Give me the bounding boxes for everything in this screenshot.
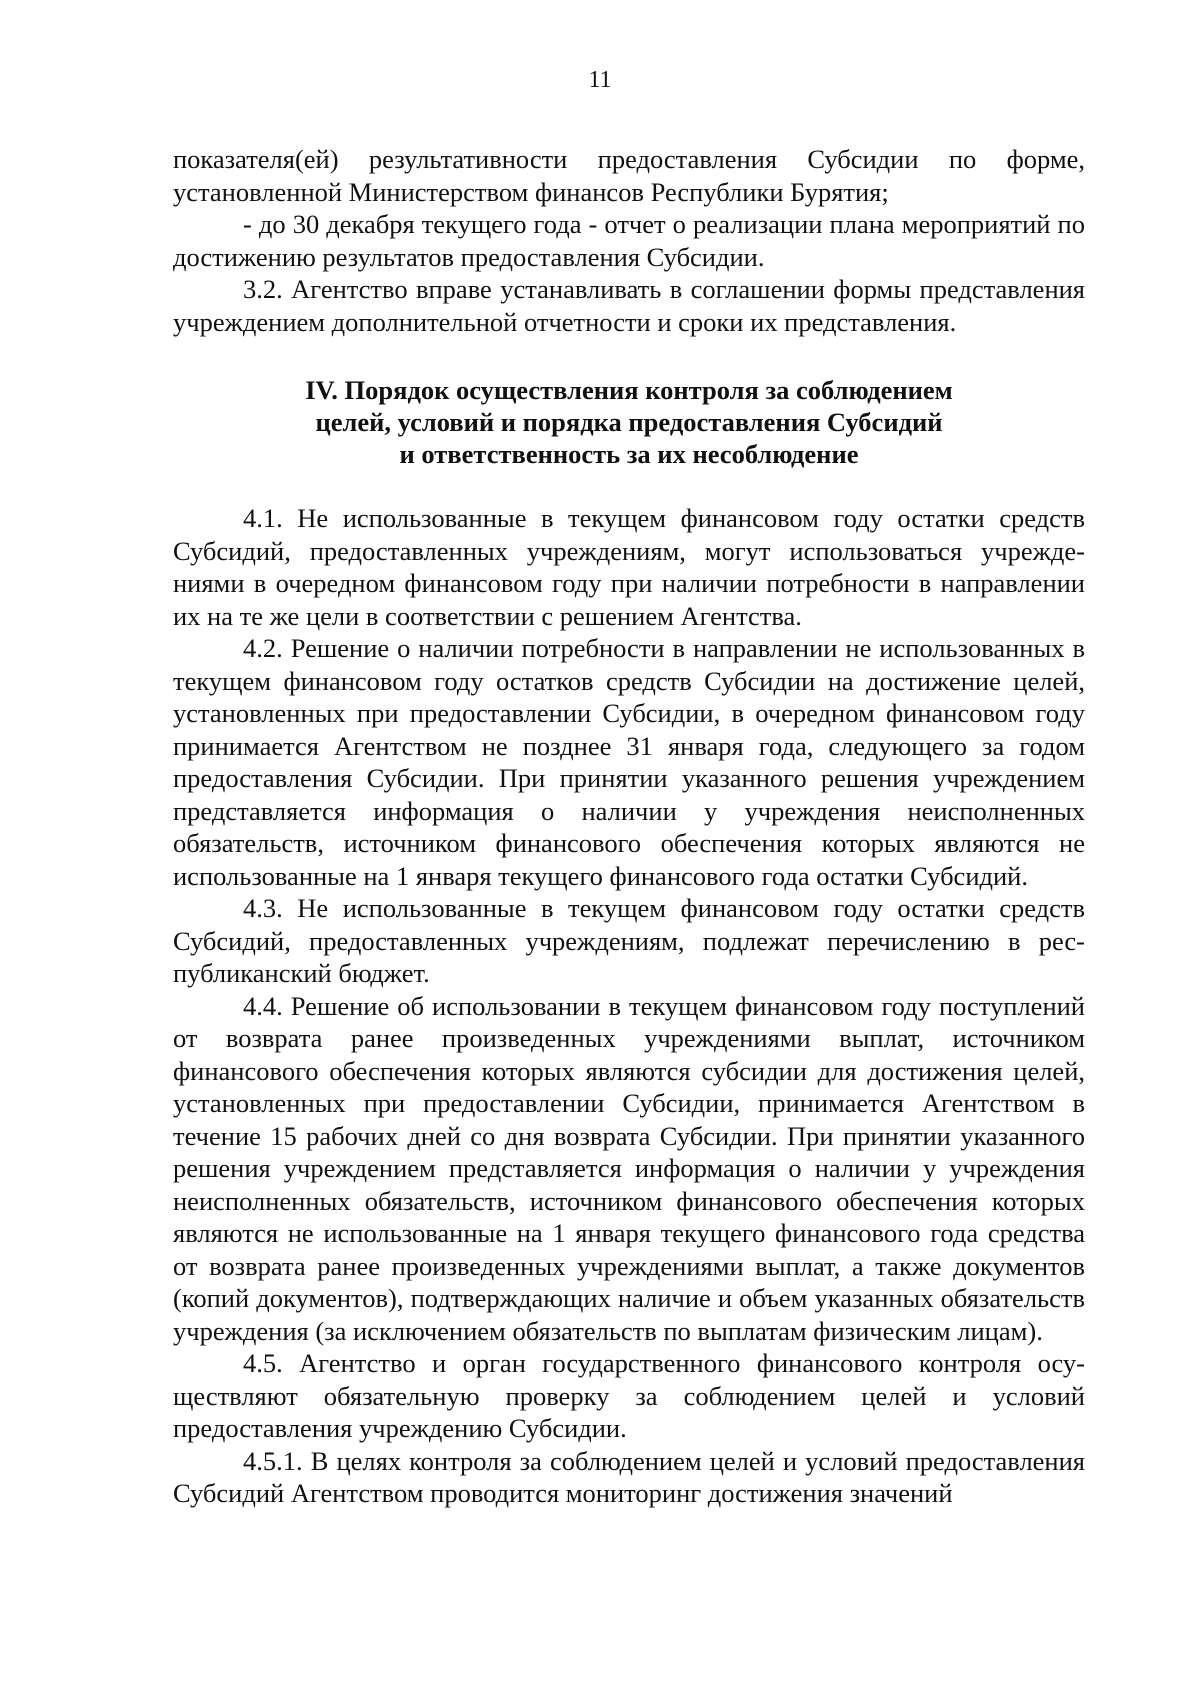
document-body — [173, 143, 1085, 1510]
intro-paragraph-3: 3.2. Агентство вправе устанавливать в соглашении формы представления учреждением дополнительной отчетности и сроки их представления. — [173, 274, 1085, 337]
section-heading-line-1: IV. Порядок осуществления контроля за соблюдением — [305, 375, 953, 405]
paragraph-4-4: 4.4. Решение об использовании в текущем финансовом году поступлений от возврата ранее произведенных учреждениями выплат, источником финансового обеспечения которых являются субсидии для достижения целей, установленных при предоставлении Субсидии, принимается Агентством в течение 15 рабочих дней со дня возврата Субсидии. При принятии указанного решения учреждением представляется информация о наличии у учреждения неисполненных обязательств, источником финансового обеспечения которых являются не использованные на 1 января текущего финансового года средства от возврата ранее произведенных учреждениями выплат, а также документов (копий документов), подтверждающих наличие и объем указанных обязательств учреждения (за исключением обязательств по выплатам физическим лицам). — [173, 990, 1085, 1346]
intro-paragraph-1: показателя(ей) результативности предоставления Субсидии по форме, установленной Министерством финансов Республики Бурятия; — [173, 144, 1085, 207]
page-number: 11 — [588, 67, 612, 93]
section-heading — [173, 374, 1085, 470]
paragraph-4-2: 4.2. Решение о наличии потребности в направлении не использованных в текущем финансовом году остатков средств Субсидии на достижение целей, установленных при предоставлении Субсидии, в очередном финансовом году принимается Агентством не позднее 31 января года, следующего за годом предоставления Субсидии. При принятии указанного решения учреждением представляется информация о наличии у учреждения неисполненных обязательств, источником финансового обеспечения которых являются не использованные на 1 января текущего финансового года остатки Субсидий. — [173, 633, 1085, 891]
paragraph-4-1: 4.1. Не использованные в текущем финансовом году остатки средств Субсидий, предоставленных учреждениям, могут использоваться учреждениями в очередном финансовом году при наличии потребности в направлении их на те же цели в соответствии с решением Агентства. — [173, 503, 1085, 631]
section-heading-line-3: и ответственность за их несоблюдение — [399, 439, 859, 469]
paragraph-4-3: 4.3. Не использованные в текущем финансовом году остатки средств Субсидий, предоставленных учреждениям, подлежат перечислению в республиканский бюджет. — [173, 893, 1085, 988]
paragraph-4-5-1: 4.5.1. В целях контроля за соблюдением целей и условий предоставления Субсидий Агентством проводится мониторинг достижения значений — [173, 1445, 1085, 1508]
section-heading-line-2: целей, условий и порядка предоставления Субсидий — [315, 407, 943, 437]
paragraph-4-5: 4.5. Агентство и орган государственного финансового контроля осуществляют обязательную проверку за соблюдением целей и условий предоставления учреждению Субсидии. — [173, 1348, 1085, 1443]
intro-paragraph-2: - до 30 декабря текущего года - отчет о реализации плана мероприятий по достижению результатов предоставления Субсидии. — [173, 209, 1085, 272]
